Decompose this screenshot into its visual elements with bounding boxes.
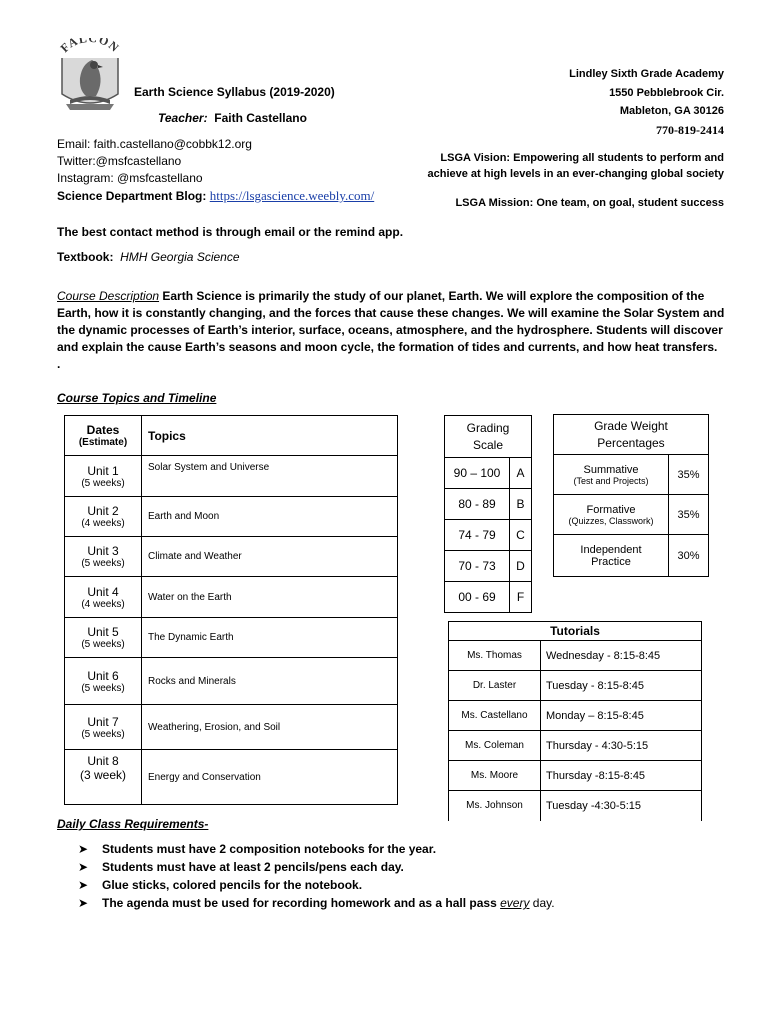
unit-weeks: (4 weeks) [81, 598, 125, 610]
weight-category [554, 495, 669, 535]
table-row [445, 520, 532, 551]
table-row [554, 495, 709, 535]
requirement-text: Students must have at least 2 pencils/pens each day. [102, 860, 404, 874]
weight-sub: (Quizzes, Classwork) [568, 515, 654, 526]
weight-percent: 35% [669, 495, 709, 535]
tutorial-time: Monday – 8:15-8:45 [541, 701, 702, 731]
school-mission: LSGA Mission: One team, on goal, student success [455, 197, 724, 209]
tutorial-teacher: Ms. Thomas [449, 641, 541, 671]
topic-cell: The Dynamic Earth [142, 618, 398, 658]
unit-weeks: (4 weeks) [81, 518, 125, 529]
requirements-list [78, 840, 555, 912]
tutorials-header-row [449, 622, 702, 641]
timeline-header-row [65, 416, 398, 456]
dates-header-sub: (Estimate) [78, 437, 128, 448]
tutorial-teacher: Dr. Laster [449, 671, 541, 701]
requirements-heading: Daily Class Requirements- [57, 817, 209, 831]
table-row [449, 761, 702, 791]
blog-link[interactable]: https://lsgascience.weebly.com/ [209, 188, 375, 203]
grade-range: 70 - 73 [445, 551, 510, 582]
tutorial-time: Tuesday - 8:15-8:45 [541, 671, 702, 701]
unit-weeks: (5 weeks) [81, 558, 125, 569]
school-logo [52, 38, 128, 114]
weight-name: Independent [580, 543, 642, 556]
unit-weeks: (5 weeks) [81, 477, 125, 489]
grading-scale-heading-1: Grading [466, 420, 510, 435]
table-row [65, 497, 398, 537]
vision-line-2: achieve at high levels in an ever-changing global society [427, 168, 724, 180]
table-row [65, 537, 398, 577]
timeline-table [64, 415, 398, 805]
unit-label: Unit 7 [87, 714, 119, 729]
school-city: Mableton, GA 30126 [619, 105, 724, 117]
svg-text:FALCON: FALCON [57, 38, 123, 56]
unit-weeks: (5 weeks) [81, 682, 125, 694]
unit-cell [65, 497, 142, 537]
table-row [445, 582, 532, 613]
topic-cell: Weathering, Erosion, and Soil [142, 705, 398, 750]
table-row [449, 641, 702, 671]
unit-weeks: (5 weeks) [81, 639, 125, 650]
unit-label: Unit 5 [87, 625, 119, 639]
tutorials-table [448, 621, 702, 821]
unit-cell [65, 537, 142, 577]
grade-range: 00 - 69 [445, 582, 510, 613]
table-row [445, 551, 532, 582]
school-address [569, 65, 724, 139]
textbook-line [57, 250, 240, 264]
falcon-logo-icon [52, 38, 128, 114]
topic-cell: Solar System and Universe [142, 456, 398, 497]
requirement-text: The agenda must be used for recording homework and as a hall pass [102, 896, 501, 910]
table-row [449, 701, 702, 731]
weight-percent: 30% [669, 535, 709, 577]
grade-weight-heading-1: Grade Weight [594, 418, 668, 433]
grade-weight-heading-2: Percentages [597, 435, 665, 450]
grade-range: 90 – 100 [445, 458, 510, 489]
list-item [78, 858, 555, 876]
grade-letter: A [510, 458, 532, 489]
tutorial-teacher: Ms. Castellano [449, 701, 541, 731]
dates-header-label: Dates [86, 423, 120, 437]
grade-weight-table [553, 414, 709, 577]
grading-scale-heading-2: Scale [472, 437, 504, 452]
unit-cell [65, 577, 142, 618]
topic-cell: Earth and Moon [142, 497, 398, 537]
grading-scale-header [445, 416, 532, 458]
table-row [449, 731, 702, 761]
course-description-line-5: . [57, 357, 61, 371]
arrow-bullet-icon: ➤ [78, 896, 89, 910]
table-row [445, 489, 532, 520]
blog-label: Science Department Blog: [57, 189, 207, 203]
list-item [78, 840, 555, 858]
topics-header: Topics [142, 416, 398, 456]
weight-name: Summative [583, 463, 639, 476]
tutorial-time: Thursday - 4:30-5:15 [541, 731, 702, 761]
unit-cell [65, 750, 142, 805]
arrow-bullet-icon: ➤ [78, 842, 89, 856]
unit-cell [65, 658, 142, 705]
topic-cell: Climate and Weather [142, 537, 398, 577]
unit-cell [65, 705, 142, 750]
list-item [78, 876, 555, 894]
weight-percent: 35% [669, 455, 709, 495]
table-row [445, 458, 532, 489]
unit-label: Unit 8 [87, 754, 119, 768]
tutorial-time: Tuesday -4:30-5:15 [541, 791, 702, 821]
grading-scale-table [444, 415, 532, 613]
unit-cell [65, 456, 142, 497]
table-row [65, 456, 398, 497]
teacher-label: Teacher: [158, 111, 208, 125]
topic-cell: Rocks and Minerals [142, 658, 398, 705]
table-row [449, 791, 702, 821]
grade-letter: C [510, 520, 532, 551]
instagram: Instagram: @msfcastellano [57, 171, 203, 185]
weight-name: Formative [586, 503, 636, 516]
grade-letter: F [510, 582, 532, 613]
unit-label: Unit 2 [87, 504, 119, 518]
weight-sub: Practice [591, 555, 631, 568]
unit-label: Unit 3 [87, 544, 119, 558]
requirement-text-end: day. [529, 896, 555, 910]
school-name: Lindley Sixth Grade Academy [569, 68, 724, 80]
school-vision [428, 150, 724, 182]
requirement-emphasis: every [500, 896, 530, 910]
table-row [65, 618, 398, 658]
table-row [65, 705, 398, 750]
syllabus-title: Earth Science Syllabus (2019-2020) [134, 85, 335, 99]
textbook-label: Textbook: [57, 250, 114, 264]
textbook-title: HMH Georgia Science [120, 250, 240, 264]
tutorial-time: Thursday -8:15-8:45 [541, 761, 702, 791]
course-description [57, 288, 724, 373]
course-description-line-2: Earth, how it is constantly changing, and the forces that cause these changes. We will examine the Solar System and [57, 306, 725, 320]
tutorial-teacher: Ms. Coleman [449, 731, 541, 761]
blog-line [57, 188, 374, 204]
tutorial-time: Wednesday - 8:15-8:45 [541, 641, 702, 671]
course-description-label: Course Description [57, 289, 160, 303]
school-street: 1550 Pebblebrook Cir. [609, 86, 724, 99]
weight-category [554, 455, 669, 495]
teacher-line [158, 111, 307, 125]
topic-cell: Water on the Earth [142, 577, 398, 618]
unit-weeks: (3 week) [79, 768, 126, 782]
table-row [449, 671, 702, 701]
list-item [78, 894, 555, 912]
course-description-line-4: and explain the cause Earth’s seasons and moon cycle, the formation of tides and currents, and how heat transfers. [57, 340, 718, 354]
vision-line-1: LSGA Vision: Empowering all students to perform and [440, 152, 724, 164]
grade-letter: D [510, 551, 532, 582]
tutorial-teacher: Ms. Moore [449, 761, 541, 791]
weight-header-row [554, 415, 709, 455]
unit-cell [65, 618, 142, 658]
course-description-line-3: the dynamic processes of Earth’s interior, surface, oceans, atmosphere, and the hydrosphere. Students will discover [57, 323, 723, 337]
unit-label: Unit 4 [87, 584, 119, 599]
requirement-text: Students must have 2 composition notebooks for the year. [102, 842, 437, 856]
course-description-line-1: Earth Science is primarily the study of our planet, Earth. We will explore the composition of the [159, 289, 705, 303]
arrow-bullet-icon: ➤ [78, 878, 89, 892]
email: Email: faith.castellano@cobbk12.org [57, 137, 252, 151]
grading-header-row [445, 416, 532, 458]
grade-weight-header [554, 415, 709, 455]
school-phone: 770-819-2414 [656, 122, 724, 137]
weight-sub: (Test and Projects) [573, 475, 649, 486]
weight-category [554, 535, 669, 577]
topic-cell: Energy and Conservation [142, 750, 398, 805]
grade-letter: B [510, 489, 532, 520]
requirement-text: Glue sticks, colored pencils for the notebook. [102, 878, 363, 892]
table-row [65, 658, 398, 705]
unit-label: Unit 6 [87, 668, 119, 683]
table-row [65, 577, 398, 618]
unit-label: Unit 1 [87, 463, 119, 478]
table-row [554, 535, 709, 577]
timeline-heading: Course Topics and Timeline [57, 391, 217, 405]
dates-header [65, 416, 142, 456]
teacher-name: Faith Castellano [214, 111, 307, 125]
contact-note: The best contact method is through email or the remind app. [57, 225, 404, 239]
grade-range: 80 - 89 [445, 489, 510, 520]
table-row [65, 750, 398, 805]
grade-range: 74 - 79 [445, 520, 510, 551]
tutorial-teacher: Ms. Johnson [449, 791, 541, 821]
twitter: Twitter:@msfcastellano [57, 154, 182, 168]
table-row [554, 455, 709, 495]
unit-weeks: (5 weeks) [81, 728, 125, 740]
tutorials-heading: Tutorials [449, 622, 702, 641]
arrow-bullet-icon: ➤ [78, 860, 89, 874]
